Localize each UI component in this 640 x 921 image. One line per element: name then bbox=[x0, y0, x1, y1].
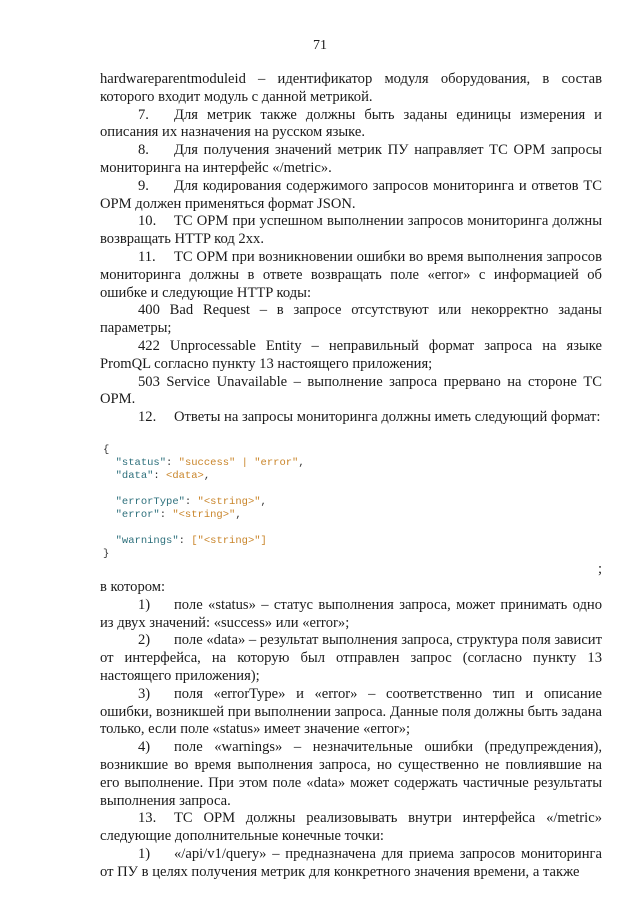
paragraph bbox=[100, 739, 602, 810]
code-key: "status" bbox=[115, 456, 167, 469]
paragraph-text: Ответы на запросы мониторинга должны иметь следующий формат: bbox=[174, 409, 601, 426]
paragraphs-bottom bbox=[100, 579, 602, 882]
code-value: "<string>" bbox=[197, 495, 261, 508]
paragraph bbox=[100, 249, 602, 302]
paragraph bbox=[100, 338, 602, 374]
paragraph bbox=[100, 302, 602, 338]
code-key: "errorType" bbox=[115, 495, 185, 508]
paragraph bbox=[100, 374, 602, 410]
paragraph bbox=[100, 632, 602, 685]
paragraph-text: Для получения значений метрик ПУ направляет ТС ОРМ запросы мониторинга на интерфейс «/metric». bbox=[100, 142, 602, 176]
code-close-brace: } bbox=[103, 547, 110, 560]
paragraph-text: ТС ОРМ при возникновении ошибки во время выполнения запросов мониторинга должны в ответе возвращать поле «error» с информацией об ошибке и следующие HTTP коды: bbox=[100, 248, 602, 301]
code-blank-line bbox=[103, 522, 602, 535]
code-value: "<string>" bbox=[172, 508, 236, 521]
code-line-status: "status": "success" | "error", bbox=[115, 456, 305, 469]
item-number: 13. bbox=[138, 810, 157, 827]
paragraph bbox=[100, 142, 602, 178]
paragraph bbox=[100, 178, 602, 214]
code-key: "data" bbox=[115, 469, 154, 482]
document-body bbox=[100, 71, 602, 881]
paragraph bbox=[100, 579, 602, 597]
code-value: <data> bbox=[166, 469, 204, 482]
semicolon: ; bbox=[597, 560, 602, 577]
item-number: 9. bbox=[138, 177, 149, 194]
paragraph bbox=[100, 409, 602, 427]
paragraph-text: 400 Bad Request – в запросе отсутствуют или некорректно заданы параметры; bbox=[100, 302, 602, 337]
item-number: 11. bbox=[138, 248, 156, 265]
code-line-warnings: "warnings": ["<string>"] bbox=[115, 534, 267, 547]
paragraph-text: 422 Unprocessable Entity – неправильный формат запроса на языке PromQL согласно пункту 13 настоящего приложения; bbox=[100, 337, 602, 372]
item-number: 4) bbox=[138, 739, 151, 756]
json-code-block bbox=[100, 444, 602, 561]
code-open-brace: { bbox=[103, 443, 110, 456]
code-line-errortype: "errorType": "<string>", bbox=[115, 495, 267, 508]
paragraph-text: Для кодирования содержимого запросов мониторинга и ответов ТС ОРМ должен применяться формат JSON. bbox=[100, 177, 602, 212]
paragraph-text: в котором: bbox=[100, 578, 166, 595]
paragraph-text: 503 Service Unavailable – выполнение запроса прервано на стороне ТС ОРМ. bbox=[100, 373, 602, 408]
paragraph-text: поле «data» – результат выполнения запроса, структура поля зависит от интерфейса, на которую был отправлен запрос (согласно пункту 13 настоящего приложения); bbox=[100, 632, 602, 684]
item-number: 3) bbox=[138, 685, 151, 702]
code-key: "warnings" bbox=[115, 534, 179, 547]
item-number: 8. bbox=[138, 142, 149, 159]
item-number: 2) bbox=[138, 632, 151, 649]
paragraph-text: поле «warnings» – незначительные ошибки (предупреждения), возникшие во время выполнения запроса, но существенно не повлиявшие на его выполнение. При этом поле «data» может содержать частичные результаты выполнения запроса. bbox=[100, 739, 602, 809]
item-number: 1) bbox=[138, 596, 151, 613]
code-key: "error" bbox=[115, 508, 160, 521]
code-line-data: "data": <data>, bbox=[115, 469, 211, 482]
paragraph-text: «/api/v1/query» – предназначена для приема запросов мониторинга от ПУ в целях получения метрик для конкретного значения времени, а также bbox=[100, 845, 602, 880]
code-value: ["<string>"] bbox=[191, 534, 267, 547]
paragraph bbox=[100, 686, 602, 739]
page-number: 71 bbox=[313, 38, 327, 53]
item-number: 12. bbox=[138, 409, 157, 426]
code-line-error: "error": "<string>", bbox=[115, 508, 242, 521]
item-number: 10. bbox=[138, 213, 157, 230]
paragraph bbox=[100, 107, 602, 143]
item-number: 1) bbox=[138, 845, 151, 862]
paragraph-text: поля «errorType» и «error» – соответственно тип и описание ошибки, возникшей при выполнении запроса. Данные поля должны быть задана только, если поле «status» имеет значение «error»; bbox=[100, 685, 602, 738]
paragraph bbox=[100, 213, 602, 249]
code-value: "success" | "error" bbox=[178, 456, 299, 469]
paragraph bbox=[100, 846, 602, 882]
paragraph bbox=[100, 810, 602, 846]
paragraph-text: поле «status» – статус выполнения запроса, может принимать одно из двух значений: «success» или «error»; bbox=[100, 596, 602, 631]
paragraph-text: ТС ОРМ при успешном выполнении запросов мониторинга должны возвращать HTTP код 2хх. bbox=[100, 213, 602, 248]
paragraph bbox=[100, 71, 602, 107]
item-number: 7. bbox=[138, 106, 149, 123]
paragraph bbox=[100, 597, 602, 633]
code-blank-line bbox=[103, 483, 602, 496]
paragraph-text: hardwareparentmoduleid – идентификатор модуля оборудования, в состав которого входит модуль с данной метрикой. bbox=[100, 71, 602, 105]
paragraph-text: Для метрик также должны быть заданы единицы измерения и описания их назначения на русском языке. bbox=[100, 106, 602, 141]
paragraphs-top bbox=[100, 71, 602, 427]
paragraph-text: ТС ОРМ должны реализовывать внутри интерфейса «/metric» следующие дополнительные конечные точки: bbox=[100, 810, 602, 845]
